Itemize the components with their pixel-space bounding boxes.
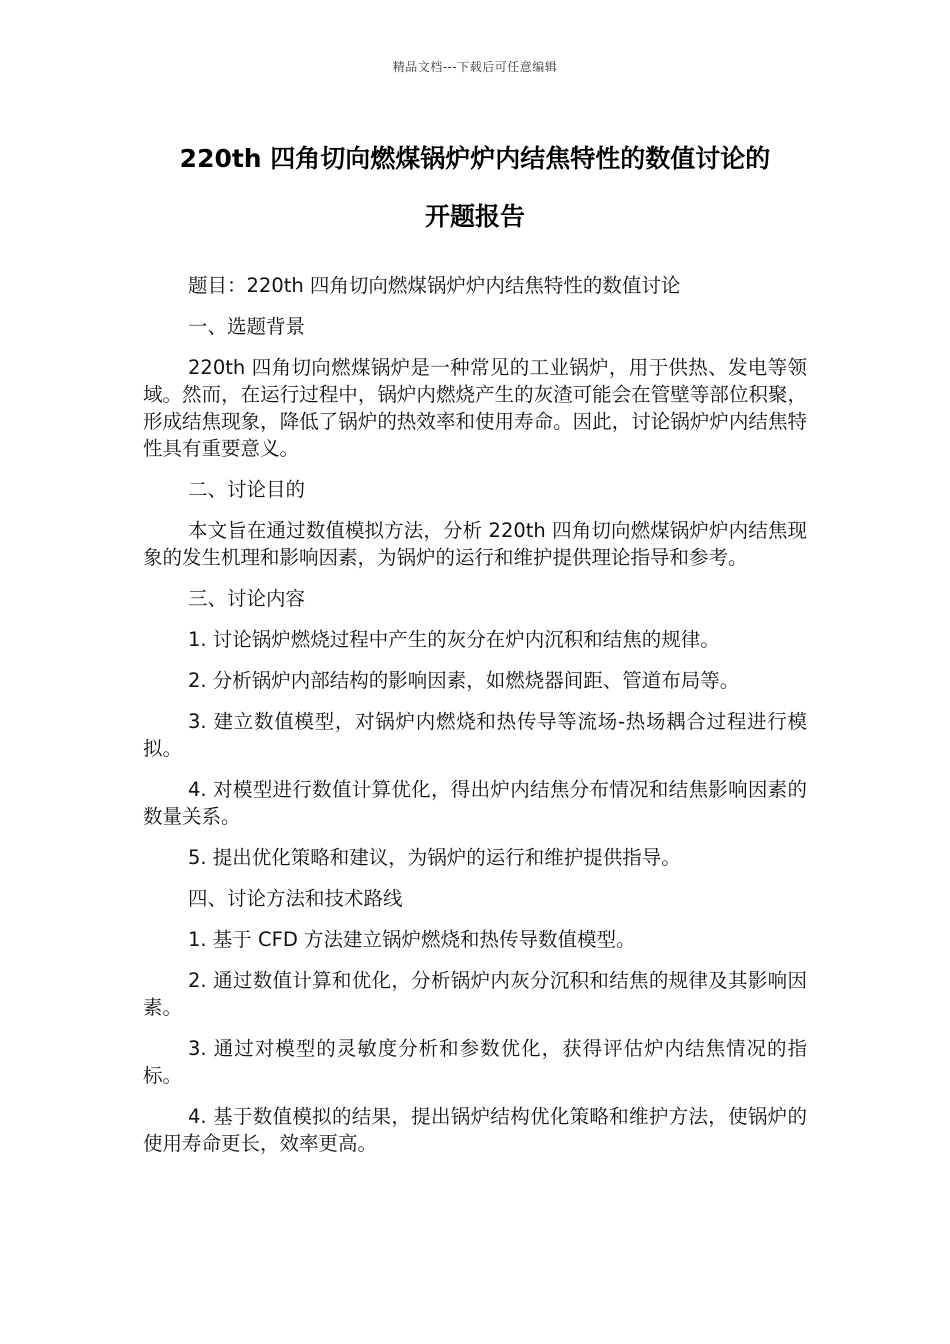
document-title <box>120 130 830 246</box>
section-heading-background: 一、选题背景 <box>188 315 306 338</box>
section-heading-content: 三、讨论内容 <box>188 587 306 610</box>
content-item-3: 3. 建立数值模型，对锅炉内燃烧和热传导等流场-热场耦合过程进行模拟。 <box>143 710 807 760</box>
content-item-1: 1. 讨论锅炉燃烧过程中产生的灰分在炉内沉积和结焦的规律。 <box>188 628 720 651</box>
purpose-paragraph: 本文旨在通过数值模拟方法，分析 220th 四角切向燃煤锅炉炉内结焦现象的发生机理和影响因素，为锅炉的运行和维护提供理论指导和参考。 <box>143 519 807 569</box>
content-item-4: 4. 对模型进行数值计算优化，得出炉内结焦分布情况和结焦影响因素的数量关系。 <box>143 778 807 828</box>
title-line-1: 220th 四角切向燃煤锅炉炉内结焦特性的数值讨论的 <box>179 144 771 173</box>
method-item-3: 3. 通过对模型的灵敏度分析和参数优化，获得评估炉内结焦情况的指标。 <box>143 1037 807 1087</box>
content-item-5: 5. 提出优化策略和建议，为锅炉的运行和维护提供指导。 <box>188 846 681 869</box>
document-body <box>143 272 807 1171</box>
title-line-2: 开题报告 <box>424 202 525 231</box>
section-heading-purpose: 二、讨论目的 <box>188 478 306 501</box>
method-item-1: 1. 基于 CFD 方法建立锅炉燃烧和热传导数值模型。 <box>188 928 636 951</box>
content-item-2: 2. 分析锅炉内部结构的影响因素，如燃烧器间距、管道布局等。 <box>188 669 740 692</box>
section-heading-methods: 四、讨论方法和技术路线 <box>188 887 403 910</box>
method-item-2: 2. 通过数值计算和优化，分析锅炉内灰分沉积和结焦的规律及其影响因素。 <box>143 969 807 1019</box>
topic-line: 题目：220th 四角切向燃煤锅炉炉内结焦特性的数值讨论 <box>188 274 681 297</box>
method-item-4: 4. 基于数值模拟的结果，提出锅炉结构优化策略和维护方法，使锅炉的使用寿命更长，效率更高。 <box>143 1105 807 1155</box>
background-paragraph: 220th 四角切向燃煤锅炉是一种常见的工业锅炉，用于供热、发电等领域。然而，在运行过程中，锅炉内燃烧产生的灰渣可能会在管壁等部位积聚，形成结焦现象，降低了锅炉的热效率和使用寿命。因此，讨论锅炉炉内结焦特性具有重要意义。 <box>143 356 807 460</box>
header-note: 精品文档---下载后可任意编辑 <box>392 60 558 74</box>
